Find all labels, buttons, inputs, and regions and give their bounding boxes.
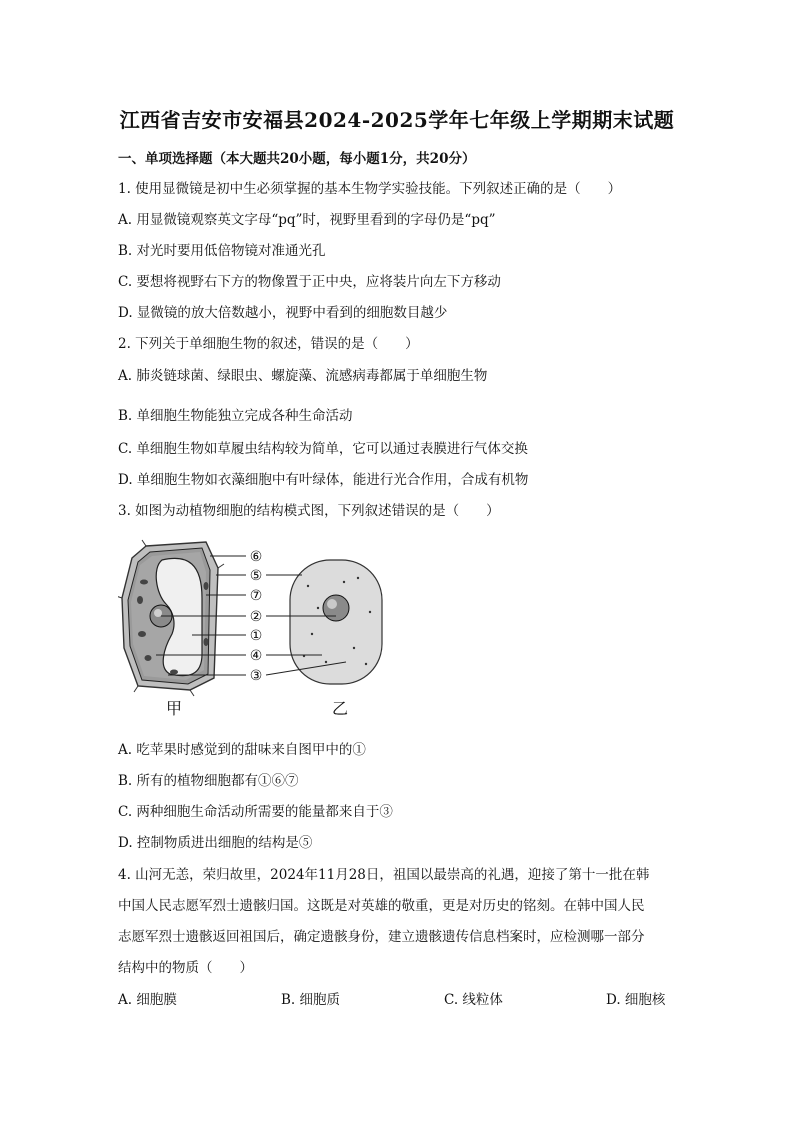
q4-stem-line-3: 志愿军烈士遗骸返回祖国后，确定遗骸身份，建立遗骸遗传信息档案时，应检测哪一部分 (118, 929, 645, 945)
q4-option-c: C. 线粒体 (444, 992, 503, 1008)
q1-option-b: B. 对光时要用低倍物镜对准通光孔 (118, 243, 326, 259)
q2-stem: 2. 下列关于单细胞生物的叙述，错误的是（ ） (118, 336, 419, 352)
q1-option-d: D. 显微镜的放大倍数越小，视野中看到的细胞数目越少 (118, 305, 448, 321)
label-3: ③ (249, 668, 263, 684)
cell-diagram (118, 538, 388, 718)
q3-option-d: D. 控制物质进出细胞的结构是⑤ (118, 835, 313, 851)
q3-option-a: A. 吃苹果时感觉到的甜味来自图甲中的① (118, 742, 366, 758)
q3-stem: 3. 如图为动植物细胞的结构模式图，下列叙述错误的是（ ） (118, 503, 500, 519)
label-1: ① (249, 628, 263, 644)
caption-jia: 甲 (165, 699, 183, 718)
q4-option-d: D. 细胞核 (606, 992, 666, 1008)
chloroplast-5 (204, 582, 209, 590)
section-heading: 一、单项选择题（本大题共20小题，每小题1分，共20分） (118, 151, 476, 167)
q4-stem-line-2: 中国人民志愿军烈士遗骸归国。这既是对英雄的敬重，更是对历史的铭刻。在韩中国人民 (118, 898, 645, 914)
q4-stem-line-1: 4. 山河无恙，荣归故里，2024年11月28日，祖国以最崇高的礼遇，迎接了第十一批在韩 (118, 867, 650, 883)
q3-option-b: B. 所有的植物细胞都有①⑥⑦ (118, 773, 299, 789)
animal-nucleus (323, 595, 349, 621)
label-4: ④ (249, 648, 263, 664)
plant-nucleolus (154, 609, 162, 617)
q3-option-c: C. 两种细胞生命活动所需要的能量都来自于③ (118, 804, 393, 820)
q2-option-a: A. 肺炎链球菌、绿眼虫、螺旋藻、流感病毒都属于单细胞生物 (118, 368, 488, 384)
q4-option-b: B. 细胞质 (281, 992, 341, 1008)
label-7: ⑦ (249, 588, 263, 604)
exam-title: 江西省吉安市安福县2024-2025学年七年级上学期期末试题 (119, 108, 675, 132)
label-2: ② (249, 609, 263, 625)
chloroplast-1 (140, 580, 148, 585)
caption-yi: 乙 (331, 699, 349, 718)
q1-option-c: C. 要想将视野右下方的物像置于正中央，应将装片向左下方移动 (118, 274, 501, 290)
chloroplast-3 (138, 631, 146, 637)
label-5: ⑤ (249, 568, 263, 584)
chloroplast-6 (204, 638, 209, 646)
animal-cell (290, 560, 382, 684)
q2-option-c: C. 单细胞生物如草履虫结构较为简单，它可以通过表膜进行气体交换 (118, 441, 528, 457)
chloroplast-4 (145, 655, 152, 661)
q4-stem-line-4: 结构中的物质（ ） (118, 960, 253, 976)
chloroplast-7 (170, 670, 178, 675)
label-6: ⑥ (249, 549, 263, 565)
q1-option-a: A. 用显微镜观察英文字母“pq”时，视野里看到的字母仍是“pq” (118, 212, 496, 228)
q4-option-a: A. 细胞膜 (118, 992, 177, 1008)
cell-structure-figure (118, 538, 388, 718)
chloroplast-2 (137, 596, 143, 604)
q2-option-b: B. 单细胞生物能独立完成各种生命活动 (118, 408, 353, 424)
q1-stem: 1. 使用显微镜是初中生必须掌握的基本生物学实验技能。下列叙述正确的是（ ） (118, 181, 622, 197)
q2-option-d: D. 单细胞生物如衣藻细胞中有叶绿体，能进行光合作用，合成有机物 (118, 472, 529, 488)
